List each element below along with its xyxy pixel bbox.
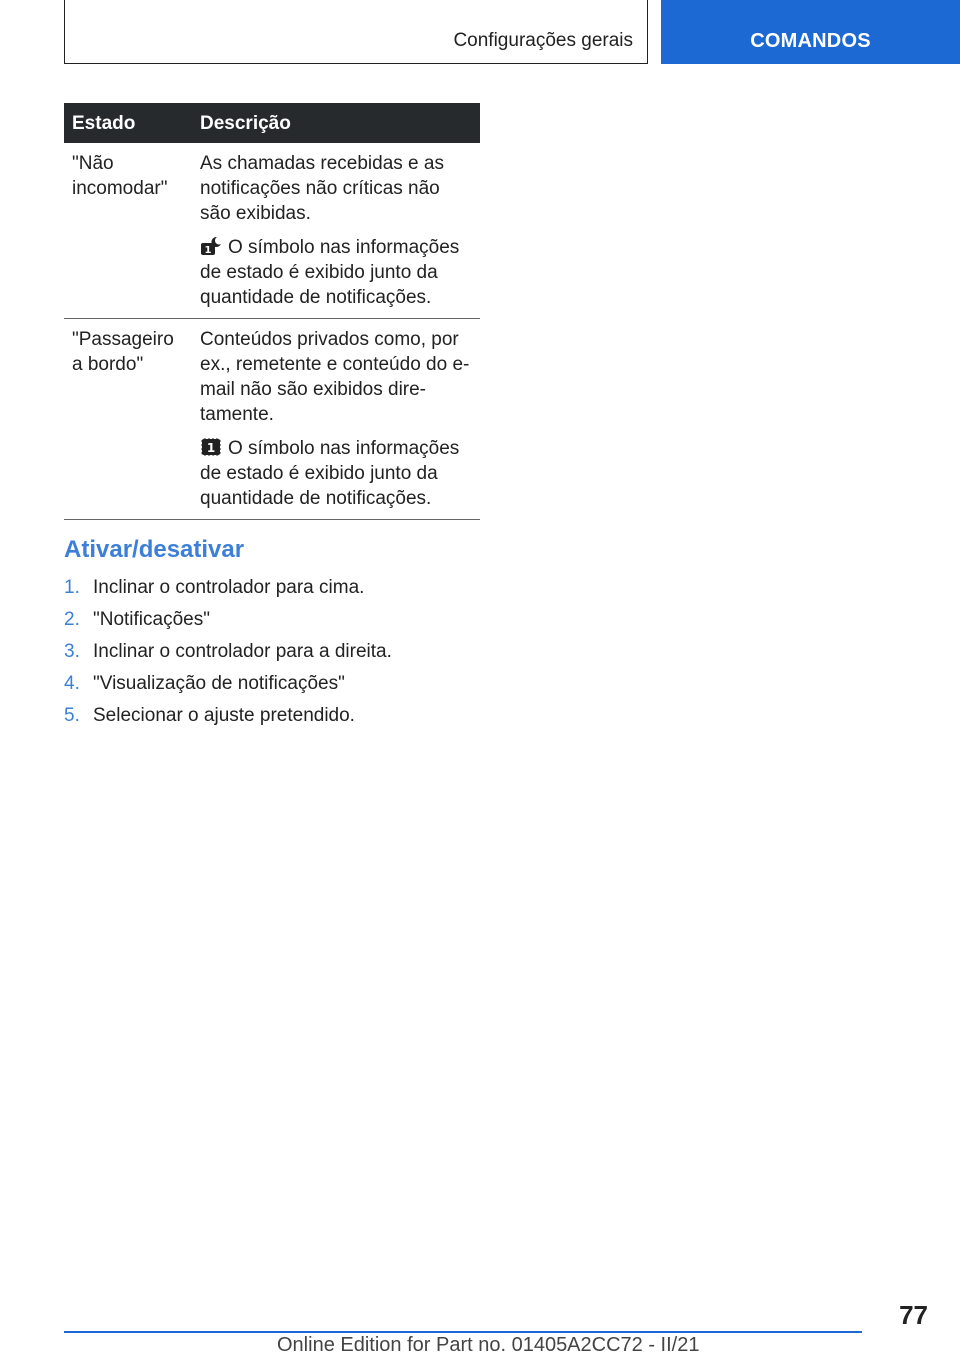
svg-text:1: 1 (204, 245, 212, 256)
column-header-description: Descrição (192, 103, 480, 143)
state-cell: "Passageiro a bordo" (64, 319, 192, 520)
description-text: As chamadas recebidas e as notificações não críticas não são exibidas. (200, 153, 444, 224)
steps-list (64, 572, 392, 732)
section-heading: Ativar/desativar (64, 536, 245, 563)
description-cell (192, 143, 480, 319)
description-text: Conteúdos privados como, por ex., remetente e conteúdo do e-mail não são exibidos dire-tamente. (200, 329, 470, 425)
step-number: 3. (64, 641, 80, 662)
list-item (64, 604, 392, 636)
symbol-note-paragraph (200, 235, 472, 310)
symbol-note-text: O símbolo nas informações de estado é exibido junto da quantidade de notificações. (200, 438, 460, 509)
status-table (64, 103, 480, 520)
step-number: 2. (64, 609, 80, 630)
symbol-note-text: O símbolo nas informações de estado é exibido junto da quantidade de notificações. (200, 237, 460, 308)
svg-text:1: 1 (206, 441, 216, 455)
table-row (64, 143, 480, 319)
state-cell: "Não incomodar" (64, 143, 192, 319)
header-section-title: Configurações gerais (453, 30, 633, 51)
header-chapter-tab[interactable]: COMANDOS (661, 0, 960, 64)
table-row (64, 319, 480, 520)
footer-divider (64, 1331, 862, 1333)
list-item (64, 636, 392, 668)
step-text: Selecionar o ajuste pretendido. (93, 705, 355, 726)
do-not-disturb-status-icon (200, 236, 222, 256)
step-number: 1. (64, 577, 80, 598)
step-number: 5. (64, 705, 80, 726)
table-header-row (64, 103, 480, 143)
description-cell (192, 319, 480, 520)
symbol-note-paragraph (200, 436, 472, 511)
passenger-on-board-status-icon (200, 437, 222, 457)
step-text: Inclinar o controlador para a direita. (93, 641, 392, 662)
step-text: Inclinar o controlador para cima. (93, 577, 365, 598)
header-section-box (64, 0, 648, 64)
list-item (64, 700, 392, 732)
step-text: "Visualização de notificações" (93, 673, 345, 694)
step-text: "Notificações" (93, 609, 210, 630)
list-item (64, 572, 392, 604)
list-item (64, 668, 392, 700)
footer-edition-text: Online Edition for Part no. 01405A2CC72 - II/21 (277, 1334, 700, 1356)
column-header-state: Estado (64, 103, 192, 143)
step-number: 4. (64, 673, 80, 694)
page-number: 77 (899, 1300, 928, 1330)
